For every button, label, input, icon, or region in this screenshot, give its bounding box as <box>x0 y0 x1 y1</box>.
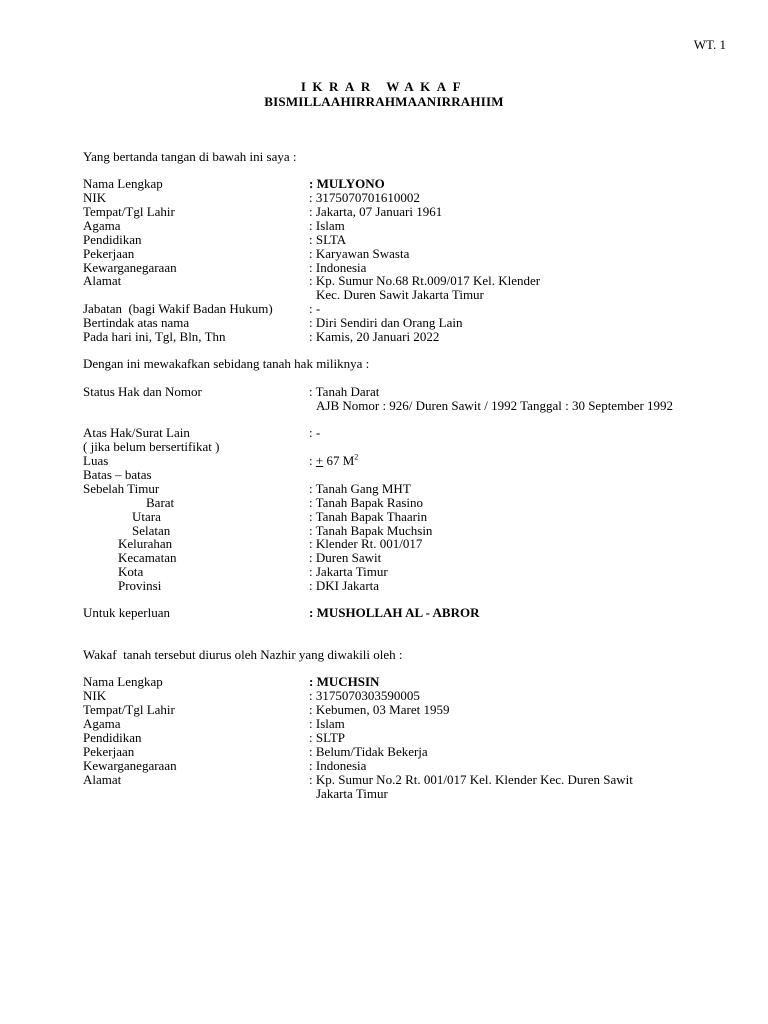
tanah-selatan: Tanah Bapak Muchsin <box>315 523 433 538</box>
wakif-kewarganegaraan-label: Kewarganegaraan <box>83 260 177 275</box>
wakif-ttl: Jakarta, 07 Januari 1961 <box>315 204 443 219</box>
wakif-kewarganegaraan: Indonesia <box>315 260 367 275</box>
tanah-luas-unit-sup: 2 <box>354 452 359 462</box>
tanah-kelurahan-value: : Klender Rt. 001/017 <box>309 536 423 551</box>
wakif-tanggal-label: Pada hari ini, Tgl, Bln, Thn <box>83 329 226 344</box>
wakif-jabatan-label: Jabatan (bagi Wakif Badan Hukum) <box>83 301 273 316</box>
wakif-tanggal-value: : Kamis, 20 Januari 2022 <box>309 329 440 344</box>
tanah-luas-label: Luas <box>83 453 109 468</box>
nazhir-pekerjaan-value: : Belum/Tidak Bekerja <box>309 744 428 759</box>
wakif-name-value: : MULYONO <box>309 176 385 191</box>
tanah-luas-value: : + 67 $M^2$ <box>309 452 359 468</box>
tanah-utara: Tanah Bapak Thaarin <box>315 509 428 524</box>
wakif-agama-label: Agama <box>83 218 121 233</box>
keperluan-label: Untuk keperluan <box>83 605 171 620</box>
tanah-kecamatan: Duren Sawit <box>315 550 382 565</box>
tanah-barat-value: : Tanah Bapak Rasino <box>309 495 424 510</box>
nazhir-pendidikan-value: : SLTP <box>309 730 346 745</box>
form-code: WT. 1 <box>693 37 726 52</box>
tanah-utara-label: Utara <box>132 509 161 524</box>
tanah-kota-label: Kota <box>118 564 144 579</box>
wakif-pendidikan-value: : SLTA <box>309 232 347 247</box>
tanah-barat-label: Barat <box>146 495 175 510</box>
wakif-alamat-line2: Kec. Duren Sawit Jakarta Timur <box>316 287 484 302</box>
wakif-jabatan-value: : - <box>309 301 321 316</box>
wakif-alamat-value: : Kp. Sumur No.68 Rt.009/017 Kel. Klender <box>309 273 541 288</box>
nazhir-pekerjaan-label: Pekerjaan <box>83 744 135 759</box>
nazhir-ttl-label: Tempat/Tgl Lahir <box>83 702 175 717</box>
wakif-ttl-label: Tempat/Tgl Lahir <box>83 204 175 219</box>
nazhir-kewarganegaraan-label: Kewarganegaraan <box>83 758 177 773</box>
tanah-kelurahan-label: Kelurahan <box>118 536 173 551</box>
tanah-selatan-value: : Tanah Bapak Muchsin <box>309 523 433 538</box>
tanah-provinsi: DKI Jakarta <box>315 578 380 593</box>
nazhir-name-value: : MUCHSIN <box>309 674 380 689</box>
nazhir-agama-label: Agama <box>83 716 121 731</box>
nazhir-nik-label: NIK <box>83 688 107 703</box>
plus-minus-sign: + <box>315 453 324 468</box>
tanah-atas-hak-value: : - <box>309 425 321 440</box>
tanah-batas-label: Batas – batas <box>83 467 152 482</box>
nazhir-alamat-label: Alamat <box>83 772 122 787</box>
nazhir-ttl-value: : Kebumen, 03 Maret 1959 <box>309 702 450 717</box>
wakif-pendidikan-label: Pendidikan <box>83 232 142 247</box>
nazhir-ttl: Kebumen, 03 Maret 1959 <box>315 702 450 717</box>
keperluan: MUSHOLLAH AL - ABROR <box>316 605 480 620</box>
nazhir-alamat-line2: Jakarta Timur <box>316 786 388 801</box>
tanah-kecamatan-label: Kecamatan <box>118 550 177 565</box>
nazhir-pendidikan: SLTP <box>315 730 346 745</box>
nazhir-pendidikan-label: Pendidikan <box>83 730 142 745</box>
wakif-name: MULYONO <box>316 176 385 191</box>
tanah-atas-hak-label: Atas Hak/Surat Lain <box>83 425 190 440</box>
tanah-status-line1: Tanah Darat <box>315 384 380 399</box>
wakif-tanggal: Kamis, 20 Januari 2022 <box>315 329 440 344</box>
tanah-kelurahan: Klender Rt. 001/017 <box>315 536 423 551</box>
statement-text: Dengan ini mewakafkan sebidang tanah hak miliknya : <box>83 356 370 371</box>
tanah-sertifikat-note: ( jika belum bersertifikat ) <box>83 439 220 454</box>
tanah-status-label: Status Hak dan Nomor <box>83 384 202 399</box>
wakif-agama-value: : Islam <box>309 218 345 233</box>
keperluan-value: : MUSHOLLAH AL - ABROR <box>309 605 480 620</box>
tanah-atas-hak: - <box>315 425 321 440</box>
nazhir-nik-value: : 3175070303590005 <box>309 688 420 703</box>
wakif-alamat-line1: Kp. Sumur No.68 Rt.009/017 Kel. Klender <box>315 273 541 288</box>
tanah-timur-value: : Tanah Gang MHT <box>309 481 411 496</box>
nazhir-alamat-value: : Kp. Sumur No.2 Rt. 001/017 Kel. Klender Kec. Duren Sawit <box>309 772 633 787</box>
nazhir-alamat-line1: Kp. Sumur No.2 Rt. 001/017 Kel. Klender Kec. Duren Sawit <box>315 772 633 787</box>
tanah-barat: Tanah Bapak Rasino <box>315 495 424 510</box>
nazhir-kewarganegaraan: Indonesia <box>315 758 367 773</box>
nazhir-name-label: Nama Lengkap <box>83 674 163 689</box>
nazhir-name: MUCHSIN <box>316 674 380 689</box>
tanah-kota-value: : Jakarta Timur <box>309 564 388 579</box>
nazhir-kewarganegaraan-value: : Indonesia <box>309 758 367 773</box>
intro-text: Yang bertanda tangan di bawah ini saya : <box>83 149 297 164</box>
wakif-bertindak-value: : Diri Sendiri dan Orang Lain <box>309 315 463 330</box>
wakif-nik-value: : 3175070701610002 <box>309 190 420 205</box>
nazhir-agama: Islam <box>315 716 345 731</box>
tanah-provinsi-label: Provinsi <box>118 578 162 593</box>
wakif-nik-label: NIK <box>83 190 107 205</box>
wakif-alamat-label: Alamat <box>83 273 122 288</box>
tanah-kota: Jakarta Timur <box>315 564 388 579</box>
tanah-utara-value: : Tanah Bapak Thaarin <box>309 509 428 524</box>
tanah-kecamatan-value: : Duren Sawit <box>309 550 382 565</box>
tanah-timur-label: Sebelah Timur <box>83 481 160 496</box>
document-title: IKRAR WAKAF <box>300 79 468 94</box>
tanah-selatan-label: Selatan <box>132 523 171 538</box>
tanah-luas: 67 M <box>323 453 355 468</box>
wakif-pendidikan: SLTA <box>315 232 347 247</box>
wakif-bertindak: Diri Sendiri dan Orang Lain <box>315 315 463 330</box>
tanah-status-line2: AJB Nomor : 926/ Duren Sawit / 1992 Tanggal : 30 September 1992 <box>316 398 674 413</box>
wakif-agama: Islam <box>315 218 345 233</box>
nazhir-nik: 3175070303590005 <box>315 688 420 703</box>
wakif-jabatan: - <box>315 301 321 316</box>
tanah-status-value: : Tanah Darat <box>309 384 380 399</box>
wakif-ttl-value: : Jakarta, 07 Januari 1961 <box>309 204 443 219</box>
wakif-kewarganegaraan-value: : Indonesia <box>309 260 367 275</box>
tanah-provinsi-value: : DKI Jakarta <box>309 578 380 593</box>
wakif-pekerjaan-value: : Karyawan Swasta <box>309 246 410 261</box>
document-subtitle: BISMILLAAHIRRAHMAANIRRAHIIM <box>264 94 504 109</box>
wakif-name-label: Nama Lengkap <box>83 176 163 191</box>
wakif-pekerjaan: Karyawan Swasta <box>315 246 410 261</box>
wakif-bertindak-label: Bertindak atas nama <box>83 315 190 330</box>
tanah-timur: Tanah Gang MHT <box>315 481 411 496</box>
wakif-nik: 3175070701610002 <box>315 190 420 205</box>
nazhir-pekerjaan: Belum/Tidak Bekerja <box>315 744 428 759</box>
nazhir-agama-value: : Islam <box>309 716 345 731</box>
wakif-pekerjaan-label: Pekerjaan <box>83 246 135 261</box>
nazhir-intro-text: Wakaf tanah tersebut diurus oleh Nazhir yang diwakili oleh : <box>83 647 403 662</box>
